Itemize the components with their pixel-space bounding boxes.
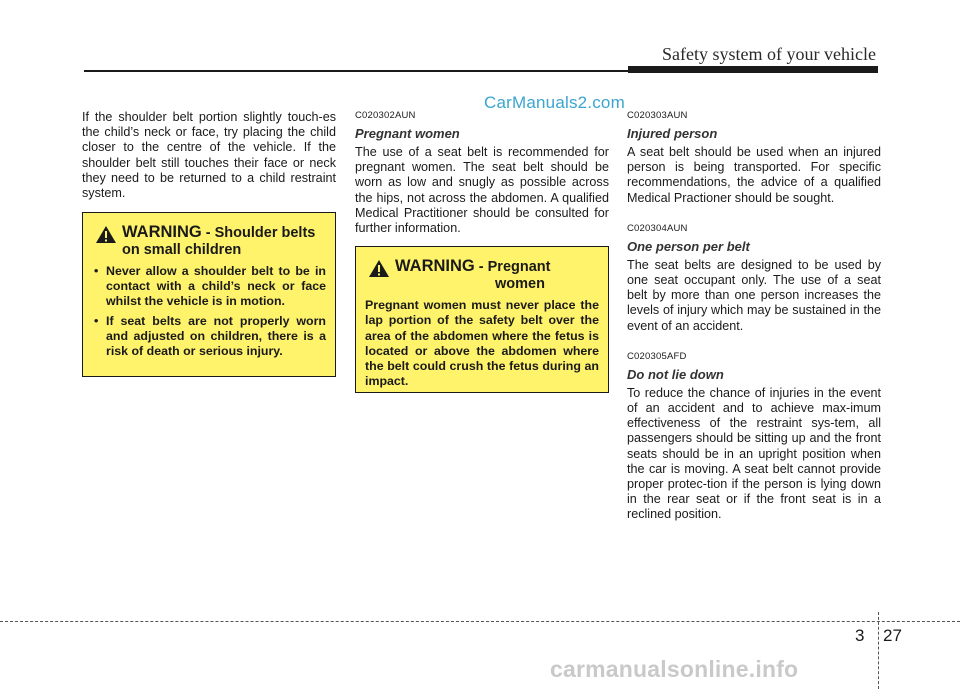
warning-box-pregnant-women [355, 246, 609, 393]
section-heading: Pregnant women [355, 126, 460, 141]
warning-label: WARNING [122, 223, 202, 241]
column-2 [355, 110, 609, 253]
warning-box-shoulder-belts [82, 212, 336, 377]
warning-topic: - Shoulder belts [201, 225, 316, 241]
section-code: C020304AUN [627, 222, 688, 234]
section-code: C020303AUN [627, 110, 688, 121]
column-1 [82, 110, 336, 201]
section-do-not-lie-down [627, 351, 881, 523]
intro-paragraph: If the shoulder belt portion slightly touch-es the child’s neck or face, try placing the child closer to the centre of the vehicle. If the shoulder belt still touches their face or neck they need to be returned to a child restraint system. [82, 110, 336, 201]
section-code: C020305AFD [627, 350, 687, 362]
warning-list [92, 264, 326, 359]
section-title: Safety system of your vehicle [662, 44, 876, 64]
warning-item: • If seat belts are not properly worn and adjusted on children, there is a risk of death or serious injury. [92, 314, 326, 360]
section-code: C020302AUN [355, 110, 416, 121]
section-paragraph: The seat belts are designed to be used by one seat occupant only. The use of a seat belt by more than one person increases the levels of injury which may be sustained in the event of an accident. [627, 257, 881, 333]
footer-divider [878, 612, 879, 689]
section-paragraph: To reduce the chance of injuries in the event of an accident and to achieve max-imum effectiveness of the restraint sys-tem, all passengers should be sitting up and the front seats should be in an upright position when the car is moving. A seat belt cannot provide proper protec-tion if the person is lying down in the rear seat or if the front seat is in a reclined position. [627, 385, 881, 522]
section-heading: Do not lie down [627, 366, 724, 382]
warning-topic-line2: women [495, 276, 545, 292]
warning-topic-line2: on small children [122, 242, 242, 258]
warning-topic: - Pregnant [474, 259, 551, 275]
footer-rule [0, 621, 960, 622]
column-3 [627, 110, 881, 540]
warning-body: Pregnant women must never place the lap portion of the safety belt over the area of the abdomen where the fetus is located or above the abdomen where the belt could crush the fetus during an impact. [365, 298, 599, 389]
page-number: 27 [883, 626, 902, 645]
warning-item: • Never allow a shoulder belt to be in contact with a child’s neck or face whilst the vehicle is in motion. [92, 264, 326, 310]
section-paragraph: A seat belt should be used when an injured person is being transported. For specific recommendations, the advice of a qualified Medical Practioner should be sought. [627, 145, 881, 205]
watermark-top: CarManuals2.com [484, 93, 625, 112]
section-heading: Injured person [627, 126, 718, 141]
warning-triangle-icon [368, 259, 390, 278]
warning-header [365, 257, 599, 292]
section-injured-person [627, 110, 881, 206]
section-one-person-per-belt [627, 223, 881, 334]
chapter-number: 3 [855, 626, 865, 645]
warning-header [92, 223, 326, 258]
warning-label: WARNING [395, 257, 475, 275]
section-paragraph: The use of a seat belt is recommended for pregnant women. The seat belt should be worn as low and snugly as possible across the hips, not across the abdomen. A qualified Medical Practitioner should be consulted for further information. [355, 145, 609, 236]
warning-triangle-icon [95, 225, 117, 244]
watermark-bottom: carmanualsonline.info [550, 656, 799, 682]
section-heading: One person per belt [627, 238, 750, 254]
header-rule-accent [628, 66, 878, 73]
